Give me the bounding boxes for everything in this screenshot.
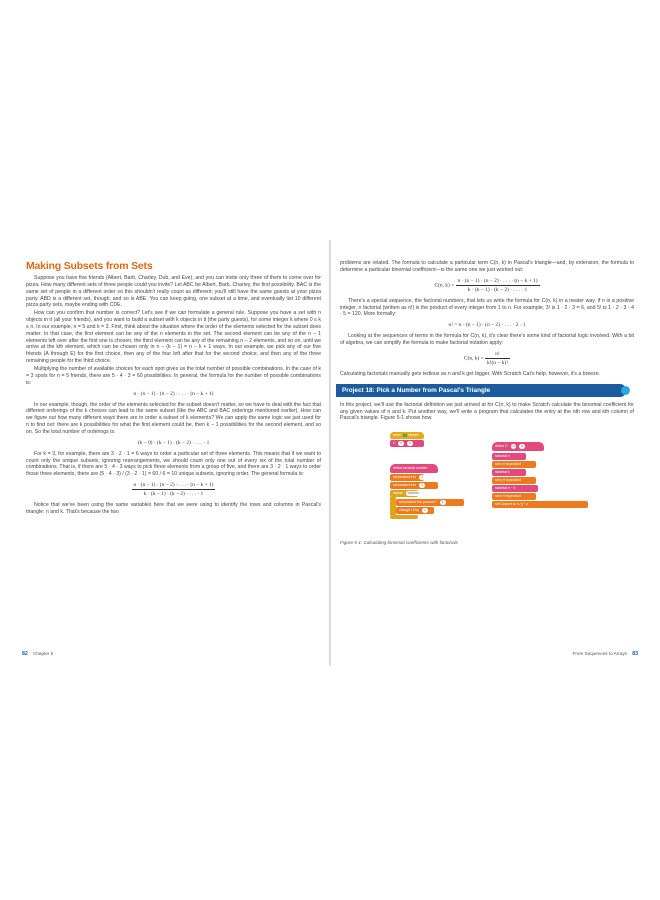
fraction-numerator: n! xyxy=(485,351,510,359)
block-slot: 1 xyxy=(423,508,426,513)
page-number: 83 xyxy=(632,651,638,657)
fraction-numerator: n · (n − 1) · (n − 2) · . . . · (n − k + 1) xyxy=(457,277,538,284)
formula-combinations: n · (n − 1) · (n − 2) · . . . · (n − k + 1) xyxy=(133,390,214,397)
block-label: repeat xyxy=(393,491,403,496)
paragraph: There's a special sequence, the factorial numbers, that lets us write the formula for C(n, k) in a neater way. If n is a positive integer, n factorial (written as n!) is the product of every integer from 1 to n. For example, 3! is 1 · 2 · 3 = 6, and 5! is 1 · 2 · 3 · 4 · 5 = 120. More formally: xyxy=(340,297,634,318)
set-product-block xyxy=(390,474,424,481)
block-slot: 1 xyxy=(421,483,424,488)
block-label: define C xyxy=(495,444,508,449)
set-product-times-block xyxy=(396,499,464,506)
right-folio xyxy=(573,651,642,657)
figure-caption: Figure 5-1: Calculating binomial coefficients with factorials xyxy=(340,540,458,546)
define-c-block xyxy=(492,442,544,451)
formula-factorial: n! = n · (n − 1) · (n − 2) · . . . · 2 · 1 xyxy=(448,322,526,329)
paragraph: Looking at the sequences of terms in the formula for C(n, k), it's clear there's some kind of factorial logic involved. With a bit of algebra, we can simplify the formula to make factorial notation apply: xyxy=(340,333,634,347)
set-z-block: set z ▾ to product xyxy=(492,493,536,500)
block-slot: number xyxy=(407,491,420,496)
define-factorial-block: define factorial number xyxy=(390,464,438,473)
when-flag-clicked-block xyxy=(390,432,424,439)
formula-general xyxy=(26,482,321,497)
call-c-block xyxy=(390,440,424,447)
set-x-block: set x ▾ to product xyxy=(492,461,536,468)
formula-orderings: (k − 0) · (k − 1) · (k − 2) · . . . · 1 xyxy=(137,439,210,446)
block-label: clicked xyxy=(408,433,419,438)
repeat-block-foot xyxy=(390,515,418,519)
running-footer: Chapter 5 xyxy=(33,651,54,656)
fraction-numerator: n · (n − 1) · (n − 2) · . . . · (n − k + 1) xyxy=(133,482,214,489)
left-page xyxy=(26,240,321,666)
block-label: change i ▾ by xyxy=(399,508,419,513)
paragraph: Multiplying the number of available choices for each spot gives us the total number of possible combinations. In the case of k = 3 spots for n = 5 friends, there are 5 · 4 · 3 = 60 possibilities. In general, the formula for the number of possible combinations is: xyxy=(26,365,321,386)
project-title: Project 18: Pick a Number from Pascal's Triangle xyxy=(342,386,491,394)
fraction-denominator: k · (k − 1) · (k − 2) · . . . · 1 xyxy=(143,491,204,498)
book-spine xyxy=(329,240,331,666)
paragraph: Calculating factorials manually gets tedious as n and k get bigger. With Scratch Cat's help, however, it's a breeze. xyxy=(340,370,601,377)
formula-c-nk-factorial xyxy=(340,351,634,366)
factorial-n-minus-k-block: factorial n − k xyxy=(492,485,538,492)
right-page xyxy=(340,240,634,666)
formula-lhs: C(n, k) = xyxy=(463,355,484,362)
fraction-denominator: k!(n − k)! xyxy=(487,359,509,366)
left-folio xyxy=(18,651,53,657)
paragraph: Suppose you have five friends (Albert, Barb, Charley, Dub, and Eve), and you can invite only three of them to come over for pizza. How many different sets of three people could you invite? Let ABC be Albert, Barb, Charley, the first possibility. BAC is the same set of people in a different order so this shouldn't really count as different; you'll still have the same guests at your pizza party. ABD is a different set, though, and so is ABE. You can keep going, one subset at a time, and eventually list 10 different pizza party sets, maybe ending with CDE. xyxy=(26,275,321,309)
page-number: 82 xyxy=(22,651,28,657)
paragraph: For k = 3, for example, there are 3 · 2 · 1 = 6 ways to order a particular set of three elements. This means that if we want to count only the unique subsets, ignoring rearrangements, we should count only one out of every six of the total number of combinations. That is, if there are 5 · 4 · 3 ways to pick three elements from a group of five, and there are 3 · 2 · 1 ways to order those three elements, there are (5 · 4 · 3) / (3 · 2 · 1) = 60 / 6 = 10 unique subsets, ignoring order. The general formula is: xyxy=(26,450,321,478)
set-count-block: set Count ▾ to x / y * z xyxy=(492,501,588,508)
green-flag-icon xyxy=(403,434,407,437)
section-heading: Making Subsets from Sets xyxy=(26,260,153,272)
block-slot: n xyxy=(512,444,515,449)
factorial-k-block: factorial k xyxy=(492,469,526,476)
block-label: set product ▾ to xyxy=(393,475,417,480)
block-label: when xyxy=(393,433,402,438)
paragraph: In this project, we'll use the factorial definition we just arrived at for C(n, k) to make Scratch calculate the binomial coefficient for any given values of n and k. Put another way, we'll write a program that calculates the entry at the nth row and kth column of Pascal's triangle. Figure 5-1 shows how. xyxy=(340,401,634,422)
block-label: C xyxy=(393,441,396,446)
repeat-block xyxy=(390,490,418,497)
block-label: set product ▾ to product * xyxy=(399,500,437,505)
block-label: set product ▾ to xyxy=(393,483,417,488)
paragraph: problems are related. The formula to calculate a particular term C(n, k) in Pascal's triangle—and, by extension, the formula to determine a particular binomial coefficient—is the same one we just worked out: xyxy=(340,260,634,273)
formula-c-nk xyxy=(340,278,634,293)
block-slot: k xyxy=(521,444,524,449)
fraction xyxy=(485,351,510,366)
paragraph: Notice that we've been using the same variables here that we were using to identify the rows and columns in Pascal's triangle: n and k. That's because the two xyxy=(26,502,321,515)
running-footer: From Sequences to Arrays xyxy=(572,651,627,656)
fraction xyxy=(132,482,216,497)
set-y-block: set y ▾ to product xyxy=(492,477,536,484)
fraction xyxy=(456,278,540,293)
book-spread xyxy=(0,240,660,666)
project-banner xyxy=(336,384,626,397)
change-i-block xyxy=(396,507,434,514)
block-slot: k xyxy=(409,441,411,446)
block-slot: n xyxy=(400,441,403,446)
scratch-code-figure xyxy=(340,426,634,538)
block-slot: 1 xyxy=(421,475,424,480)
block-slot: 1 xyxy=(441,500,444,505)
paragraph: How can you confirm that number is correct? Let's see if we can formulate a general rule. Suppose you have a set with n objects in it (all your friends), and you want to build a subset with k objects in it (the party guests), for some integer k where 0 ≤ k ≤ n. In our example, n = 5 and k = 3. First, think about the situation where the order of the elements selected for the subset does matter. In that case, the first element can be any of the n elements in the set. The second element can be any of the n − 1 elements left over after the first one is chosen, the third element can be any of the remaining n − 2 elements, and so on, until we arrive at the kth element, which can be chosen only in n − (k − 1) = n − k + 1 ways. In our example, we pick any of our five friends (A through E) for the first choice, then any of the four left after that for the second choice, and then any of the three remaining people for the third choice. xyxy=(26,310,321,365)
factorial-n-block: factorial n xyxy=(492,453,526,460)
set-product-block xyxy=(390,482,438,489)
fraction-denominator: k · (k − 1) · (k − 2) · . . . · 1 xyxy=(467,286,528,293)
paragraph: In our example, though, the order of the elements selected for the subset doesn't matter, so we have to deal with the fact that different orderings of the k choices can lead to the same subset (like the ABC and BAC orderings mentioned earlier). How can we figure out how many different ways there are to order a subset of k elements? We can apply the same logic we just used for n to find out: there are k possibilities for what the first element could be, then k − 1 possibilities for the second element, and so on. So the total number of orderings is: xyxy=(26,401,321,435)
formula-lhs: C(n, k) = xyxy=(434,282,455,289)
